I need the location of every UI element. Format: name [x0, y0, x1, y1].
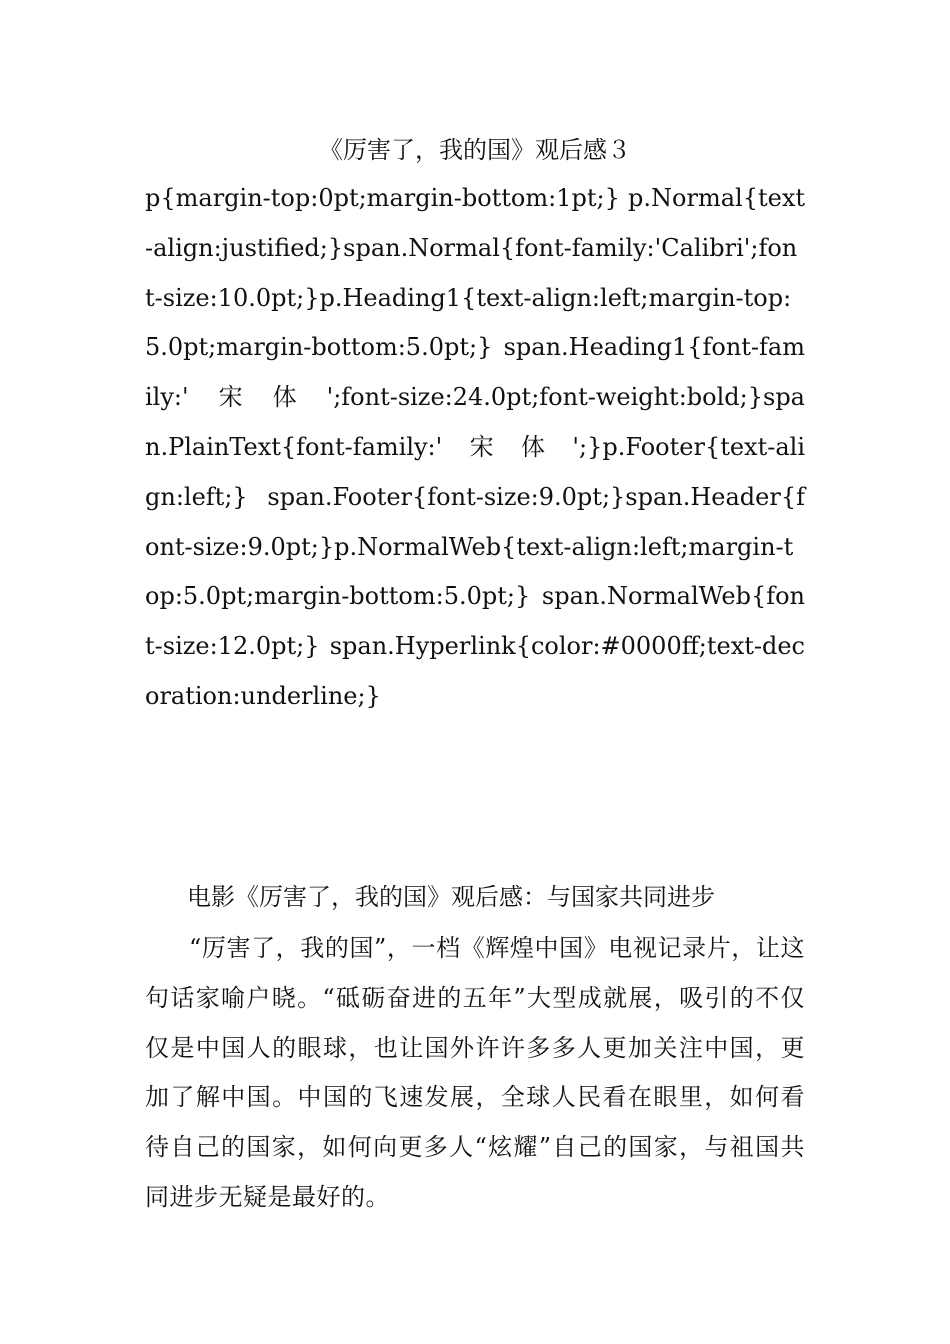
document-title: 《厉害了，我的国》观后感３	[319, 136, 631, 164]
stray-css-text: p{margin-top:0pt;margin-bottom:1pt;} p.Normal{text-align:justified;}span.Normal{font-family:'Calibri';font-size:10.0pt;}p.Heading1{text-align:left;margin-top:5.0pt;margin-bottom:5.0pt;} span.Heading1{font-family:' 宋 体 ';font-size:24.0pt;font-weight:bold;}span.PlainText{font-family:' 宋 体 ';}p.Footer{text-align:left;} span.Footer{font-size:9.0pt;}span.Header{font-size:9.0pt;}p.NormalWeb{text-align:left;margin-top:5.0pt;margin-bottom:5.0pt;} span.NormalWeb{font-size:12.0pt;} span.Hyperlink{color:#0000ff;text-decoration:underline;}	[145, 184, 805, 710]
article-paragraph: “厉害了，我的国”，一档《辉煌中国》电视记录片，让这句话家喻户晓。“砥砺奋进的五年”大型成就展，吸引的不仅仅是中国人的眼球，也让国外许许多多人更加关注中国，更加了解中国。中国的飞速发展，全球人民看在眼里，如何看待自己的国家，如何向更多人“炫耀”自己的国家，与祖国共同进步无疑是最好的。	[145, 934, 805, 1211]
article-subheading: 电影《厉害了，我的国》观后感：与国家共同进步	[187, 883, 715, 911]
